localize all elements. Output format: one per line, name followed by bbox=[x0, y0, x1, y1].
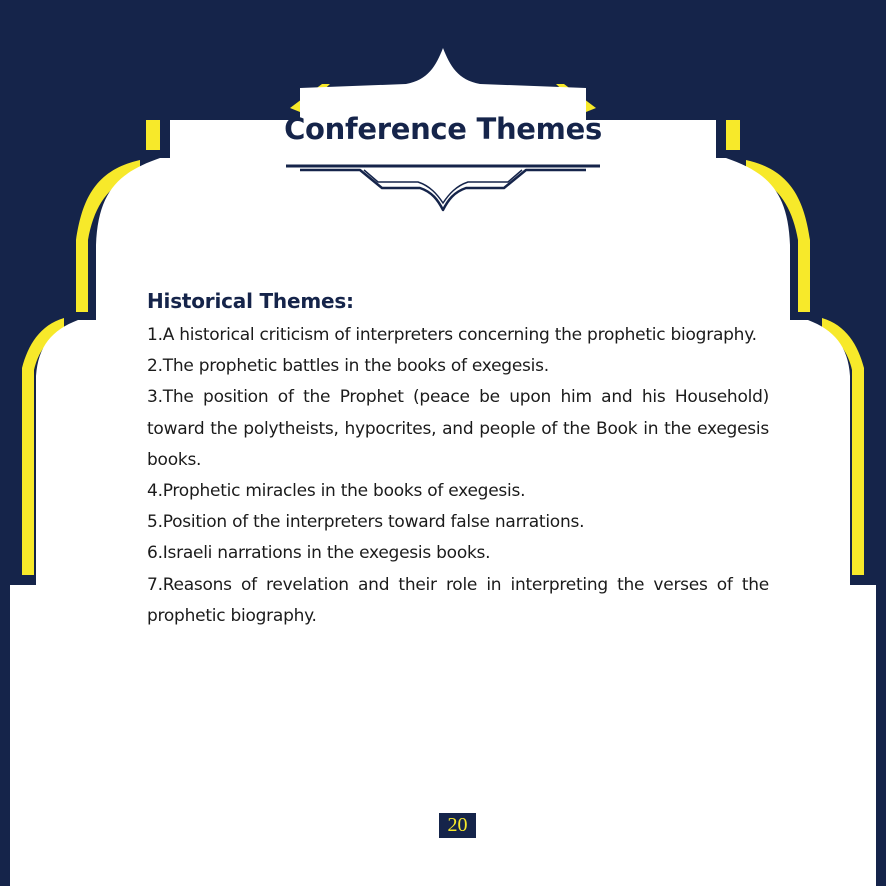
themes-section bbox=[147, 286, 769, 632]
page-title: Conference Themes bbox=[284, 112, 602, 146]
list-item: 6.Israeli narrations in the exegesis books. bbox=[147, 543, 491, 564]
list-item: 1.A historical criticism of interpreters concerning the prophetic biography. bbox=[147, 325, 757, 345]
list-item: 7.Reasons of revelation and their role in interpreting the verses of the prophetic biography. bbox=[147, 574, 769, 626]
list-item: 3.The position of the Prophet (peace be upon him and his Household) toward the polytheists, hypocrites, and people of the Book in the exegesis books. bbox=[147, 387, 769, 470]
page-number: 20 bbox=[439, 813, 476, 838]
section-heading: Historical Themes: bbox=[147, 289, 354, 313]
themes-list bbox=[147, 320, 769, 632]
list-item: 5.Position of the interpreters toward false narrations. bbox=[147, 512, 585, 533]
list-item: 2.The prophetic battles in the books of exegesis. bbox=[147, 356, 549, 377]
list-item: 4.Prophetic miracles in the books of exegesis. bbox=[147, 481, 526, 502]
